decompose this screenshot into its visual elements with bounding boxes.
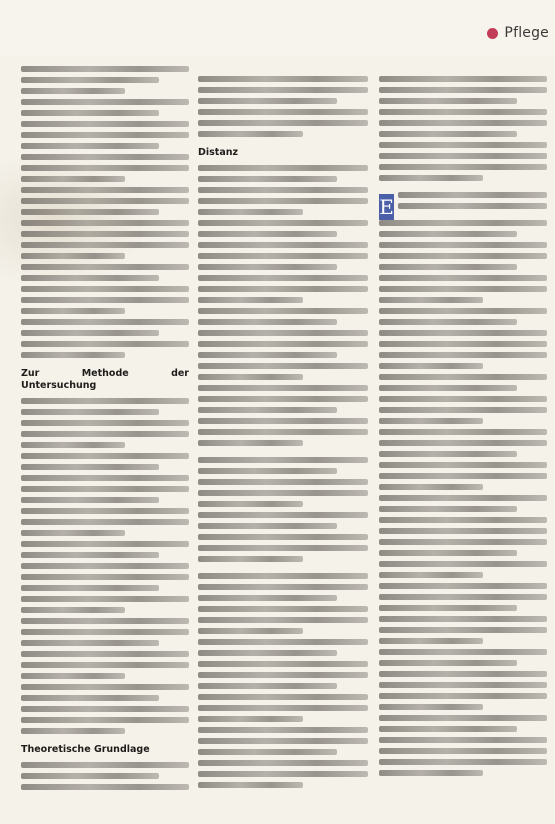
body-text-line xyxy=(21,552,159,558)
body-text-line xyxy=(379,330,547,336)
body-text-line xyxy=(198,352,337,358)
body-text-line xyxy=(21,431,189,437)
body-text-line xyxy=(198,440,303,446)
body-text-line xyxy=(198,694,368,700)
body-text-line xyxy=(379,131,517,137)
body-text-line xyxy=(379,363,483,369)
body-text-line xyxy=(379,451,517,457)
body-text-line xyxy=(379,341,547,347)
body-text-line xyxy=(198,512,368,518)
body-text-line xyxy=(379,583,547,589)
body-text-line xyxy=(21,475,189,481)
right-column xyxy=(379,76,547,816)
section-heading-distance: Distanz xyxy=(198,147,239,158)
body-text-line xyxy=(198,650,337,656)
body-text-line xyxy=(198,683,337,689)
body-text-line xyxy=(21,530,125,536)
body-text-line xyxy=(379,682,547,688)
body-text-line xyxy=(198,584,368,590)
body-text-line xyxy=(21,88,125,94)
body-text-line xyxy=(198,209,303,215)
body-text-line xyxy=(198,308,368,314)
body-text-line xyxy=(21,784,189,790)
body-text-line xyxy=(198,661,368,667)
body-text-line xyxy=(21,574,189,580)
body-text-line xyxy=(379,396,547,402)
body-text-line xyxy=(198,760,368,766)
body-text-line xyxy=(198,176,337,182)
body-text-line xyxy=(198,727,368,733)
body-text-line xyxy=(379,737,547,743)
body-text-line xyxy=(379,87,547,93)
body-text-line xyxy=(379,539,547,545)
body-text-line xyxy=(379,352,547,358)
body-text-line xyxy=(21,541,189,547)
body-text-line xyxy=(21,508,189,514)
body-text-line xyxy=(379,506,517,512)
body-text-line xyxy=(198,606,368,612)
section-heading-basics: Theoretische Grundlage xyxy=(21,744,150,755)
body-text-line xyxy=(198,771,368,777)
body-text-line xyxy=(379,253,547,259)
body-text-line xyxy=(198,264,337,270)
body-text-line xyxy=(198,782,303,788)
body-text-line xyxy=(379,594,547,600)
body-text-line xyxy=(21,165,189,171)
body-text-line xyxy=(21,66,189,72)
body-text-line xyxy=(379,76,547,82)
body-text-line xyxy=(398,203,547,209)
body-text-line xyxy=(21,242,189,248)
body-text-line xyxy=(21,629,189,635)
body-text-line xyxy=(379,429,547,435)
body-text-line xyxy=(21,176,125,182)
body-text-line xyxy=(21,497,159,503)
body-text-line xyxy=(21,486,189,492)
body-text-line xyxy=(379,231,517,237)
body-text-line xyxy=(379,308,547,314)
body-text-line xyxy=(21,762,189,768)
body-text-line xyxy=(198,556,303,562)
body-text-line xyxy=(21,253,125,259)
body-text-line xyxy=(21,77,159,83)
body-text-line xyxy=(198,617,368,623)
body-text-line xyxy=(21,662,189,668)
body-text-line xyxy=(198,738,368,744)
body-text-line xyxy=(21,728,125,734)
body-text-line xyxy=(21,596,189,602)
body-text-line xyxy=(21,121,189,127)
body-text-line xyxy=(21,464,159,470)
body-text-line xyxy=(198,672,368,678)
body-text-line xyxy=(379,561,547,567)
body-text-line xyxy=(198,363,368,369)
body-text-line xyxy=(198,374,303,380)
body-text-line xyxy=(198,341,368,347)
body-text-line xyxy=(379,242,547,248)
body-text-line xyxy=(198,198,368,204)
body-text-line xyxy=(198,220,368,226)
section-label: Pflege xyxy=(504,25,549,41)
body-text-line xyxy=(21,706,189,712)
body-text-line xyxy=(198,628,303,634)
body-text-line xyxy=(21,519,189,525)
body-text-line xyxy=(198,468,337,474)
body-text-line xyxy=(198,523,337,529)
body-text-line xyxy=(379,715,547,721)
body-text-line xyxy=(379,319,517,325)
body-text-line xyxy=(379,120,547,126)
body-text-line xyxy=(379,638,483,644)
body-text-line xyxy=(379,616,547,622)
body-text-line xyxy=(379,770,483,776)
body-text-line xyxy=(198,297,303,303)
body-text-line xyxy=(198,639,368,645)
page-header xyxy=(0,0,555,56)
body-text-line xyxy=(198,749,337,755)
body-text-line xyxy=(379,153,547,159)
body-text-line xyxy=(379,407,547,413)
body-text-line xyxy=(198,275,368,281)
body-text-line xyxy=(198,429,368,435)
body-text-line xyxy=(198,595,337,601)
body-text-line xyxy=(379,220,547,226)
body-text-line xyxy=(198,231,337,237)
body-text-line xyxy=(379,517,547,523)
body-text-line xyxy=(21,198,189,204)
body-text-line xyxy=(379,671,547,677)
body-text-line xyxy=(21,773,159,779)
body-text-line xyxy=(21,319,189,325)
body-text-line xyxy=(379,440,547,446)
body-text-line xyxy=(198,253,368,259)
body-text-line xyxy=(198,286,368,292)
body-text-line xyxy=(21,143,159,149)
body-text-line xyxy=(21,684,189,690)
body-text-line xyxy=(379,175,483,181)
body-text-line xyxy=(379,605,517,611)
body-text-line xyxy=(379,462,547,468)
dropcap-paragraph xyxy=(379,192,547,219)
body-text-line xyxy=(379,627,547,633)
body-text-line xyxy=(198,319,337,325)
body-text-line xyxy=(379,286,547,292)
body-text-line xyxy=(379,660,517,666)
body-text-line xyxy=(379,98,517,104)
body-text-line xyxy=(398,192,547,198)
body-text-line xyxy=(21,154,189,160)
body-text-line xyxy=(379,759,547,765)
body-text-line xyxy=(198,716,303,722)
body-text-line xyxy=(198,545,368,551)
body-text-line xyxy=(21,209,159,215)
body-text-line xyxy=(379,693,547,699)
body-text-line xyxy=(198,501,303,507)
body-text-line xyxy=(198,407,337,413)
middle-column xyxy=(198,76,368,816)
section-heading-method: Zur Methode der Untersuchung xyxy=(21,368,189,391)
body-text-line xyxy=(21,453,189,459)
body-text-line xyxy=(198,87,368,93)
body-text-line xyxy=(379,495,547,501)
filled-circle-icon xyxy=(487,28,498,39)
body-text-line xyxy=(21,275,159,281)
body-text-line xyxy=(198,242,368,248)
body-text-line xyxy=(21,651,189,657)
body-text-line xyxy=(379,418,483,424)
body-text-line xyxy=(379,473,547,479)
body-text-line xyxy=(21,352,125,358)
body-text-line xyxy=(379,649,547,655)
body-text-line xyxy=(198,479,368,485)
body-text-line xyxy=(379,748,547,754)
body-text-line xyxy=(198,385,368,391)
body-text-line xyxy=(198,490,368,496)
body-text-line xyxy=(21,286,189,292)
body-text-line xyxy=(21,640,159,646)
body-text-line xyxy=(198,76,368,82)
body-text-line xyxy=(21,607,125,613)
body-text-line xyxy=(198,573,368,579)
body-text-line xyxy=(379,385,517,391)
body-text-line xyxy=(21,308,125,314)
body-text-line xyxy=(21,132,189,138)
body-text-line xyxy=(379,726,517,732)
body-text-line xyxy=(198,109,368,115)
body-text-line xyxy=(379,550,517,556)
body-text-line xyxy=(198,396,368,402)
body-text-line xyxy=(21,110,159,116)
body-text-line xyxy=(379,109,547,115)
body-text-line xyxy=(198,457,368,463)
body-text-line xyxy=(21,187,189,193)
body-text-line xyxy=(21,231,189,237)
body-text-line xyxy=(21,409,159,415)
body-text-line xyxy=(21,673,125,679)
body-text-line xyxy=(198,418,368,424)
body-text-line xyxy=(21,717,189,723)
body-text-line xyxy=(379,164,547,170)
body-text-line xyxy=(198,98,337,104)
body-text-line xyxy=(379,374,547,380)
body-text-line xyxy=(379,264,517,270)
body-text-line xyxy=(21,341,189,347)
body-text-line xyxy=(198,534,368,540)
body-text-line xyxy=(21,99,189,105)
body-text-line xyxy=(379,275,547,281)
body-text-line xyxy=(198,330,368,336)
section-tag xyxy=(487,24,549,42)
body-text-line xyxy=(379,297,483,303)
body-text-line xyxy=(21,442,125,448)
body-text-line xyxy=(21,420,189,426)
body-text-line xyxy=(21,585,159,591)
body-text-line xyxy=(21,264,189,270)
body-text-line xyxy=(198,705,368,711)
body-text-line xyxy=(198,120,368,126)
body-text-line xyxy=(379,484,483,490)
body-text-line xyxy=(21,563,189,569)
body-text-line xyxy=(21,398,189,404)
left-column xyxy=(21,66,189,816)
body-text-line xyxy=(198,131,303,137)
body-text-line xyxy=(198,165,368,171)
body-text-line xyxy=(379,572,483,578)
body-text-line xyxy=(198,187,368,193)
body-text-line xyxy=(21,618,189,624)
body-text-line xyxy=(379,704,483,710)
body-text-line xyxy=(21,330,159,336)
body-text-line xyxy=(21,297,189,303)
body-text-line xyxy=(21,695,159,701)
body-text-line xyxy=(21,220,189,226)
dropcap-letter: E xyxy=(379,195,394,219)
body-text-line xyxy=(379,528,547,534)
body-text-line xyxy=(379,142,547,148)
